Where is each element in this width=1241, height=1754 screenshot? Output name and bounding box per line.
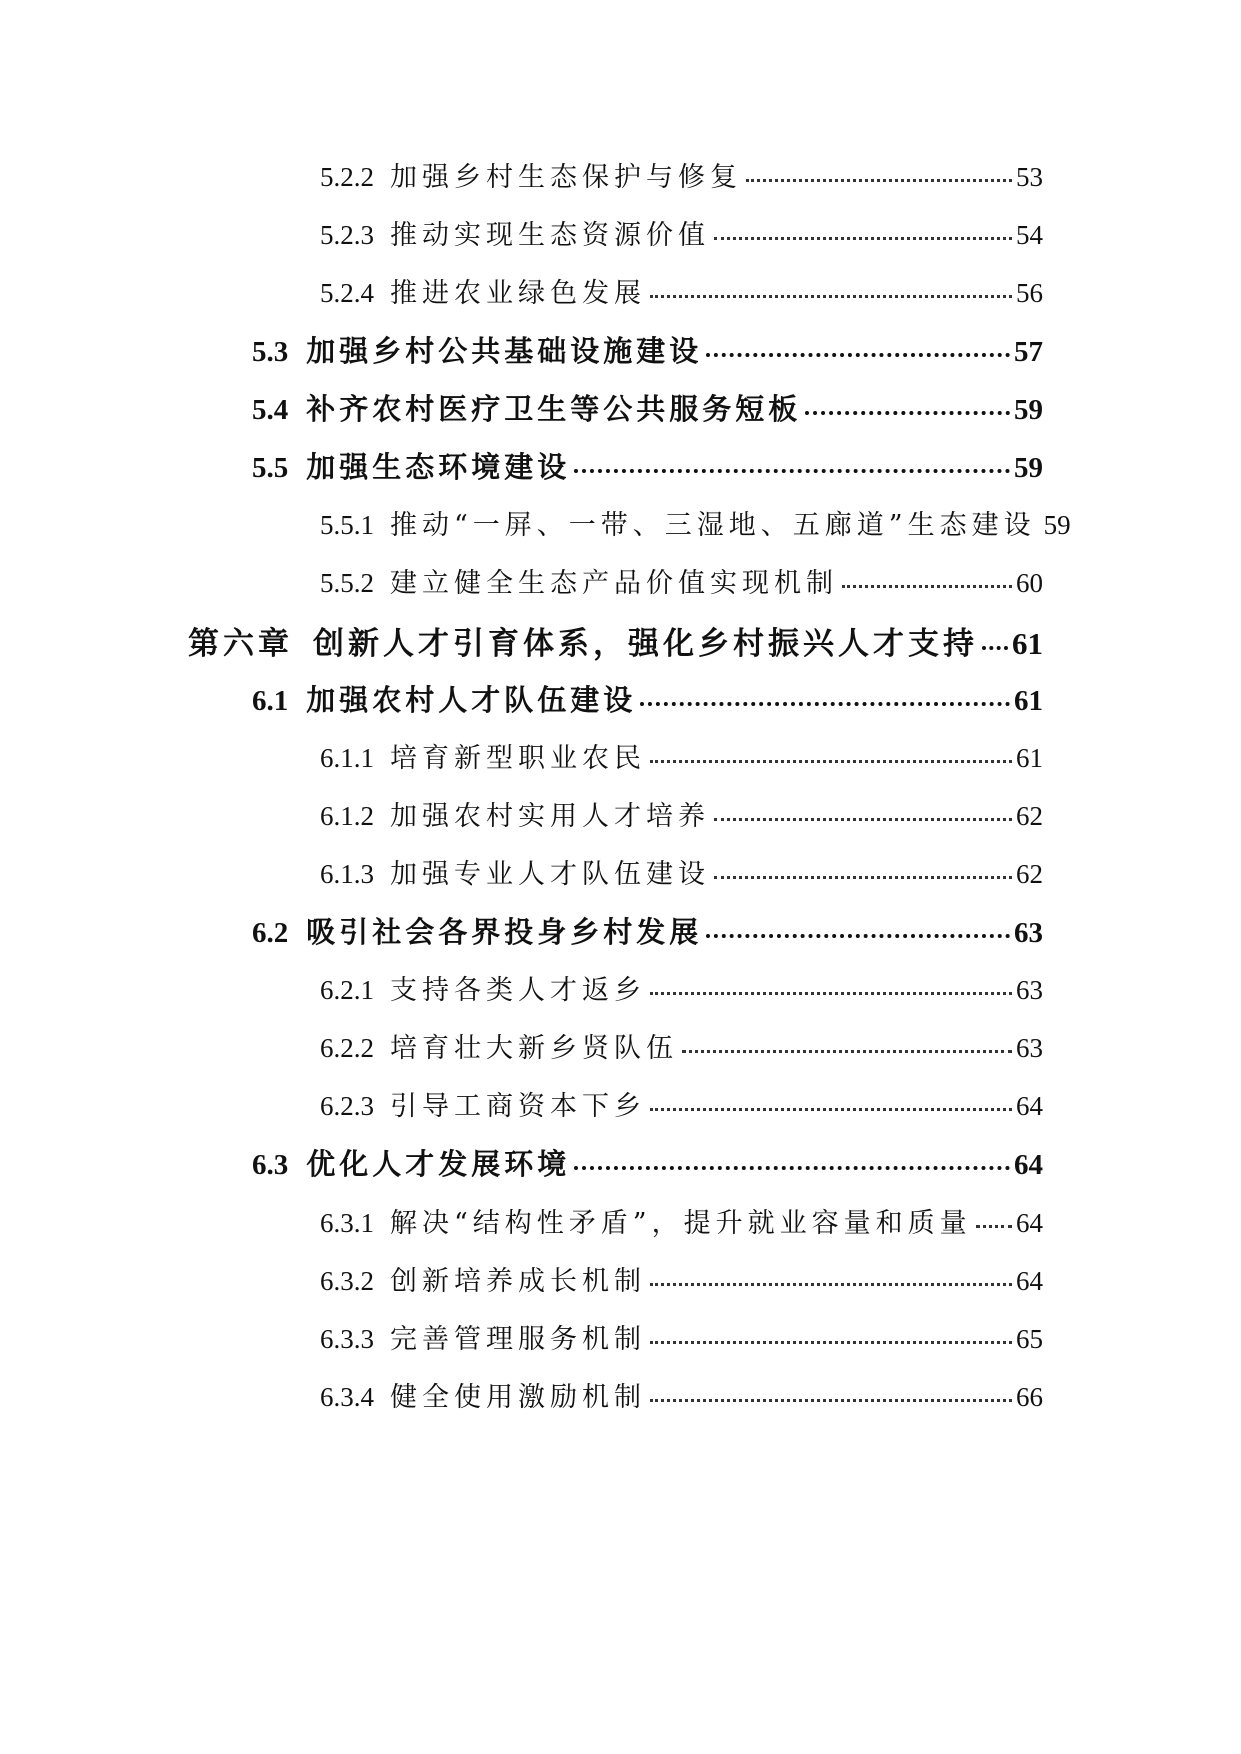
- dot-leader: [982, 646, 1008, 650]
- section-title: 完善管理服务机制: [390, 1324, 646, 1355]
- section-title: 加强生态环境建设: [306, 450, 571, 484]
- section-number: 6.3.3: [320, 1324, 374, 1354]
- page-number: 59: [1043, 510, 1071, 540]
- toc-entry[interactable]: [252, 450, 1043, 484]
- page-number: 66: [1016, 1382, 1043, 1412]
- dot-leader: [714, 818, 1012, 821]
- dot-leader: [714, 876, 1012, 879]
- dot-leader: [574, 1166, 1010, 1170]
- dot-leader: [650, 1399, 1012, 1402]
- section-number: 6.3.2: [320, 1266, 374, 1296]
- dot-leader: [682, 1050, 1012, 1053]
- section-number: 6.3: [252, 1149, 289, 1181]
- section-number: 5.2.4: [320, 278, 374, 308]
- section-title: 培育新型职业农民: [390, 743, 646, 774]
- toc-entry[interactable]: [320, 1326, 1043, 1353]
- section-number: 6.1.1: [320, 743, 374, 773]
- section-title: 健全使用激励机制: [390, 1382, 646, 1413]
- section-title: 引导工商资本下乡: [390, 1091, 646, 1122]
- dot-leader: [650, 1283, 1012, 1286]
- page-number: 65: [1016, 1324, 1043, 1354]
- section-title: 解决“结构性矛盾”，提升就业容量和质量: [390, 1208, 972, 1239]
- page-number: 54: [1016, 220, 1043, 250]
- section-number: 5.2.3: [320, 220, 374, 250]
- page-number: 59: [1014, 452, 1043, 484]
- section-number: 6.3.4: [320, 1382, 374, 1412]
- toc-entry[interactable]: [320, 745, 1043, 772]
- toc-entry[interactable]: [320, 570, 1043, 597]
- toc-entry[interactable]: [252, 683, 1043, 717]
- section-title: 推进农业绿色发展: [390, 278, 646, 309]
- dot-leader: [706, 934, 1010, 938]
- toc-entry[interactable]: [320, 1210, 1043, 1237]
- section-number: 6.1: [252, 685, 289, 717]
- toc-entry[interactable]: [252, 334, 1043, 368]
- page-number: 56: [1016, 278, 1043, 308]
- section-title: 支持各类人才返乡: [390, 975, 646, 1006]
- dot-leader: [650, 1108, 1012, 1111]
- section-title: 创新培养成长机制: [390, 1266, 646, 1297]
- page-number: 63: [1014, 917, 1043, 949]
- section-title: 推动“一屏、一带、三湿地、五廊道”生态建设: [390, 510, 1036, 541]
- page-number: 61: [1012, 626, 1043, 661]
- dot-leader: [650, 760, 1012, 763]
- toc-entry[interactable]: [320, 164, 1043, 191]
- section-title: 优化人才发展环境: [306, 1147, 571, 1181]
- section-number: 5.5: [252, 452, 289, 484]
- page-number: 59: [1014, 394, 1043, 426]
- section-number: 6.3.1: [320, 1208, 374, 1238]
- toc-entry[interactable]: [320, 1268, 1043, 1295]
- section-title: 补齐农村医疗卫生等公共服务短板: [306, 392, 802, 426]
- toc-entry[interactable]: [320, 1093, 1043, 1120]
- section-title: 加强农村人才队伍建设: [306, 683, 637, 717]
- page-number: 60: [1016, 568, 1043, 598]
- toc-entry[interactable]: [320, 510, 1071, 541]
- toc-entry[interactable]: [320, 803, 1043, 830]
- dot-leader: [640, 702, 1010, 706]
- section-title: 加强乡村生态保护与修复: [390, 162, 742, 193]
- page-number: 64: [1016, 1091, 1043, 1121]
- section-number: 6.1.2: [320, 801, 374, 831]
- section-number: 6.2: [252, 917, 289, 949]
- dot-leader: [650, 1341, 1012, 1344]
- toc-entry[interactable]: [320, 1035, 1043, 1062]
- page-number: 53: [1016, 162, 1043, 192]
- toc-entry[interactable]: [320, 861, 1043, 888]
- section-number: 6.2.3: [320, 1091, 374, 1121]
- toc-entry[interactable]: [252, 392, 1043, 426]
- section-title: 培育壮大新乡贤队伍: [390, 1033, 678, 1064]
- toc-entry[interactable]: [252, 1147, 1043, 1181]
- toc-entry[interactable]: [320, 1384, 1043, 1411]
- section-number: 5.5.1: [320, 510, 374, 540]
- page-number: 61: [1016, 743, 1043, 773]
- toc-entry[interactable]: [320, 280, 1043, 307]
- section-number: 5.2.2: [320, 162, 374, 192]
- dot-leader: [574, 469, 1010, 473]
- section-title: 推动实现生态资源价值: [390, 220, 710, 251]
- section-title: 建立健全生态产品价值实现机制: [390, 568, 838, 599]
- page-number: 62: [1016, 801, 1043, 831]
- page-number: 63: [1016, 975, 1043, 1005]
- dot-leader: [746, 179, 1012, 182]
- toc-entry[interactable]: [252, 915, 1043, 949]
- dot-leader: [706, 353, 1010, 357]
- dot-leader: [976, 1225, 1012, 1228]
- dot-leader: [842, 585, 1012, 588]
- chapter-number: 第六章: [188, 626, 293, 661]
- dot-leader: [805, 411, 1010, 415]
- toc-chapter-entry[interactable]: [188, 628, 1043, 660]
- dot-leader: [714, 237, 1012, 240]
- page-number: 64: [1014, 1149, 1043, 1181]
- page-number: 64: [1016, 1208, 1043, 1238]
- section-number: 6.2.2: [320, 1033, 374, 1063]
- page-number: 63: [1016, 1033, 1043, 1063]
- dot-leader: [650, 992, 1012, 995]
- section-number: 6.1.3: [320, 859, 374, 889]
- dot-leader: [650, 295, 1012, 298]
- page-number: 57: [1014, 336, 1043, 368]
- section-number: 5.4: [252, 394, 289, 426]
- section-title: 加强乡村公共基础设施建设: [306, 334, 703, 368]
- toc-entry[interactable]: [320, 222, 1043, 249]
- section-number: 5.3: [252, 336, 289, 368]
- page-number: 61: [1014, 685, 1043, 717]
- page-number: 64: [1016, 1266, 1043, 1296]
- section-number: 6.2.1: [320, 975, 374, 1005]
- section-number: 5.5.2: [320, 568, 374, 598]
- section-title: 吸引社会各界投身乡村发展: [306, 915, 703, 949]
- section-title: 加强专业人才队伍建设: [390, 859, 710, 890]
- section-title: 加强农村实用人才培养: [390, 801, 710, 832]
- chapter-title: 创新人才引育体系，强化乡村振兴人才支持: [313, 626, 978, 662]
- page-number: 62: [1016, 859, 1043, 889]
- toc-entry[interactable]: [320, 977, 1043, 1004]
